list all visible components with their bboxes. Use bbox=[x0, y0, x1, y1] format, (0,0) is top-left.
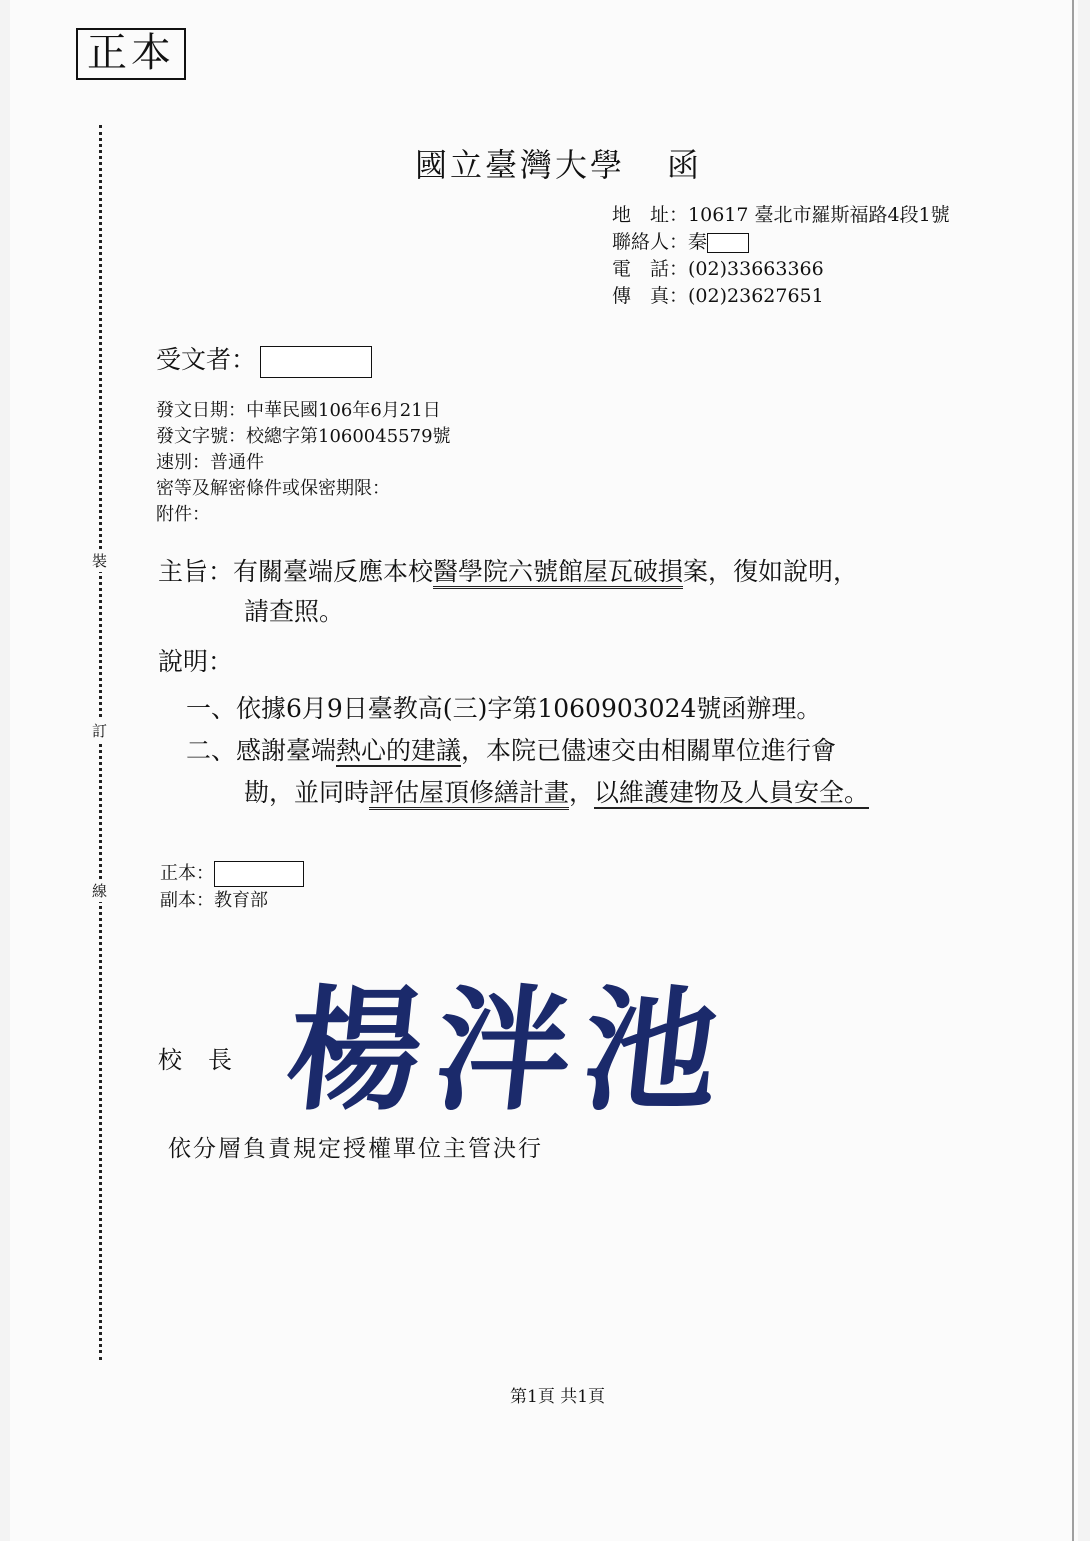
person-value: 秦 bbox=[688, 231, 708, 253]
subject-line-2: 請查照。 bbox=[244, 597, 345, 626]
document-title bbox=[415, 140, 702, 186]
contact-block bbox=[612, 202, 950, 310]
page-number: 第1頁 共1頁 bbox=[510, 1387, 606, 1407]
fax-value: (02)23627651 bbox=[688, 285, 824, 307]
address-label: 地 址： bbox=[612, 204, 689, 226]
explanation-item-1: 一、依據6月9日臺教高(三)字第1060903024號函辦理。 bbox=[186, 694, 822, 723]
explanation-item-2-cont bbox=[186, 772, 986, 814]
original-recipient-row bbox=[160, 860, 304, 887]
binding-mark-xian: 線 bbox=[92, 882, 108, 900]
item2-underlined-2: 評估屋頂修繕計畫 bbox=[369, 778, 569, 810]
explanation-item-2 bbox=[186, 730, 986, 772]
phone-label: 電 話： bbox=[612, 258, 689, 280]
redacted-box bbox=[214, 861, 304, 887]
person-label: 聯絡人： bbox=[612, 231, 689, 253]
item2-text-a: 二、感謝臺端 bbox=[186, 736, 337, 765]
explanation-items bbox=[186, 688, 986, 814]
binding-mark-zhuang: 裝 bbox=[92, 552, 108, 570]
subject-label: 主旨： bbox=[158, 557, 234, 586]
phone-value: (02)33663366 bbox=[688, 258, 824, 280]
document-page bbox=[10, 0, 1078, 1541]
delegation-note: 依分層負責規定授權單位主管決行 bbox=[168, 1136, 543, 1162]
redacted-box bbox=[707, 233, 749, 253]
signature: 楊泮池 bbox=[279, 971, 741, 1129]
subject-underlined: 醫學院六號館屋瓦破損 bbox=[433, 557, 683, 589]
issue-date: 發文日期：中華民國106年6月21日 bbox=[156, 400, 441, 421]
doc-type: 函 bbox=[667, 146, 703, 184]
original-copy-stamp: 正本 bbox=[76, 28, 186, 80]
attachment: 附件： bbox=[156, 504, 210, 525]
recipient-label: 受文者： bbox=[156, 345, 257, 374]
item2-underlined-1: 熱心的建議 bbox=[336, 736, 462, 765]
subject-line-1 bbox=[158, 552, 978, 592]
original-label: 正本： bbox=[160, 863, 214, 884]
item2-text-d: ， bbox=[569, 778, 595, 807]
subject-text: 有關臺端反應本校 bbox=[233, 557, 434, 586]
recipient-line bbox=[156, 340, 372, 378]
subject-text-post: 案，復如說明， bbox=[683, 557, 859, 586]
scan-edge-line bbox=[1072, 0, 1074, 1541]
address-value: 10617 臺北市羅斯福路4段1號 bbox=[688, 204, 950, 226]
phone-row bbox=[612, 256, 950, 283]
redacted-box bbox=[260, 346, 372, 378]
fax-row bbox=[612, 283, 950, 310]
binding-mark-ding: 訂 bbox=[92, 722, 108, 740]
address-row bbox=[612, 202, 950, 229]
president-label: 校長 bbox=[158, 1046, 258, 1074]
item2-text-b: ，本院已儘速交由相關單位進行會 bbox=[461, 736, 837, 765]
subject-block bbox=[158, 552, 978, 632]
org-name: 國立臺灣大學 bbox=[415, 146, 626, 184]
secrecy: 密等及解密條件或保密期限： bbox=[156, 478, 390, 499]
explanation-label: 說明： bbox=[158, 647, 234, 676]
copies-block bbox=[160, 860, 304, 914]
fax-label: 傳 真： bbox=[612, 285, 689, 307]
cc-row: 副本：教育部 bbox=[160, 890, 268, 911]
binding-line bbox=[99, 125, 102, 1360]
speed: 速別：普通件 bbox=[156, 452, 264, 473]
contact-person-row bbox=[612, 229, 950, 256]
issue-number: 發文字號：校總字第1060045579號 bbox=[156, 426, 451, 447]
item2-underlined-3: 以維護建物及人員安全。 bbox=[594, 778, 870, 807]
item2-text-c: 勘，並同時 bbox=[244, 778, 370, 807]
meta-block bbox=[156, 398, 451, 528]
